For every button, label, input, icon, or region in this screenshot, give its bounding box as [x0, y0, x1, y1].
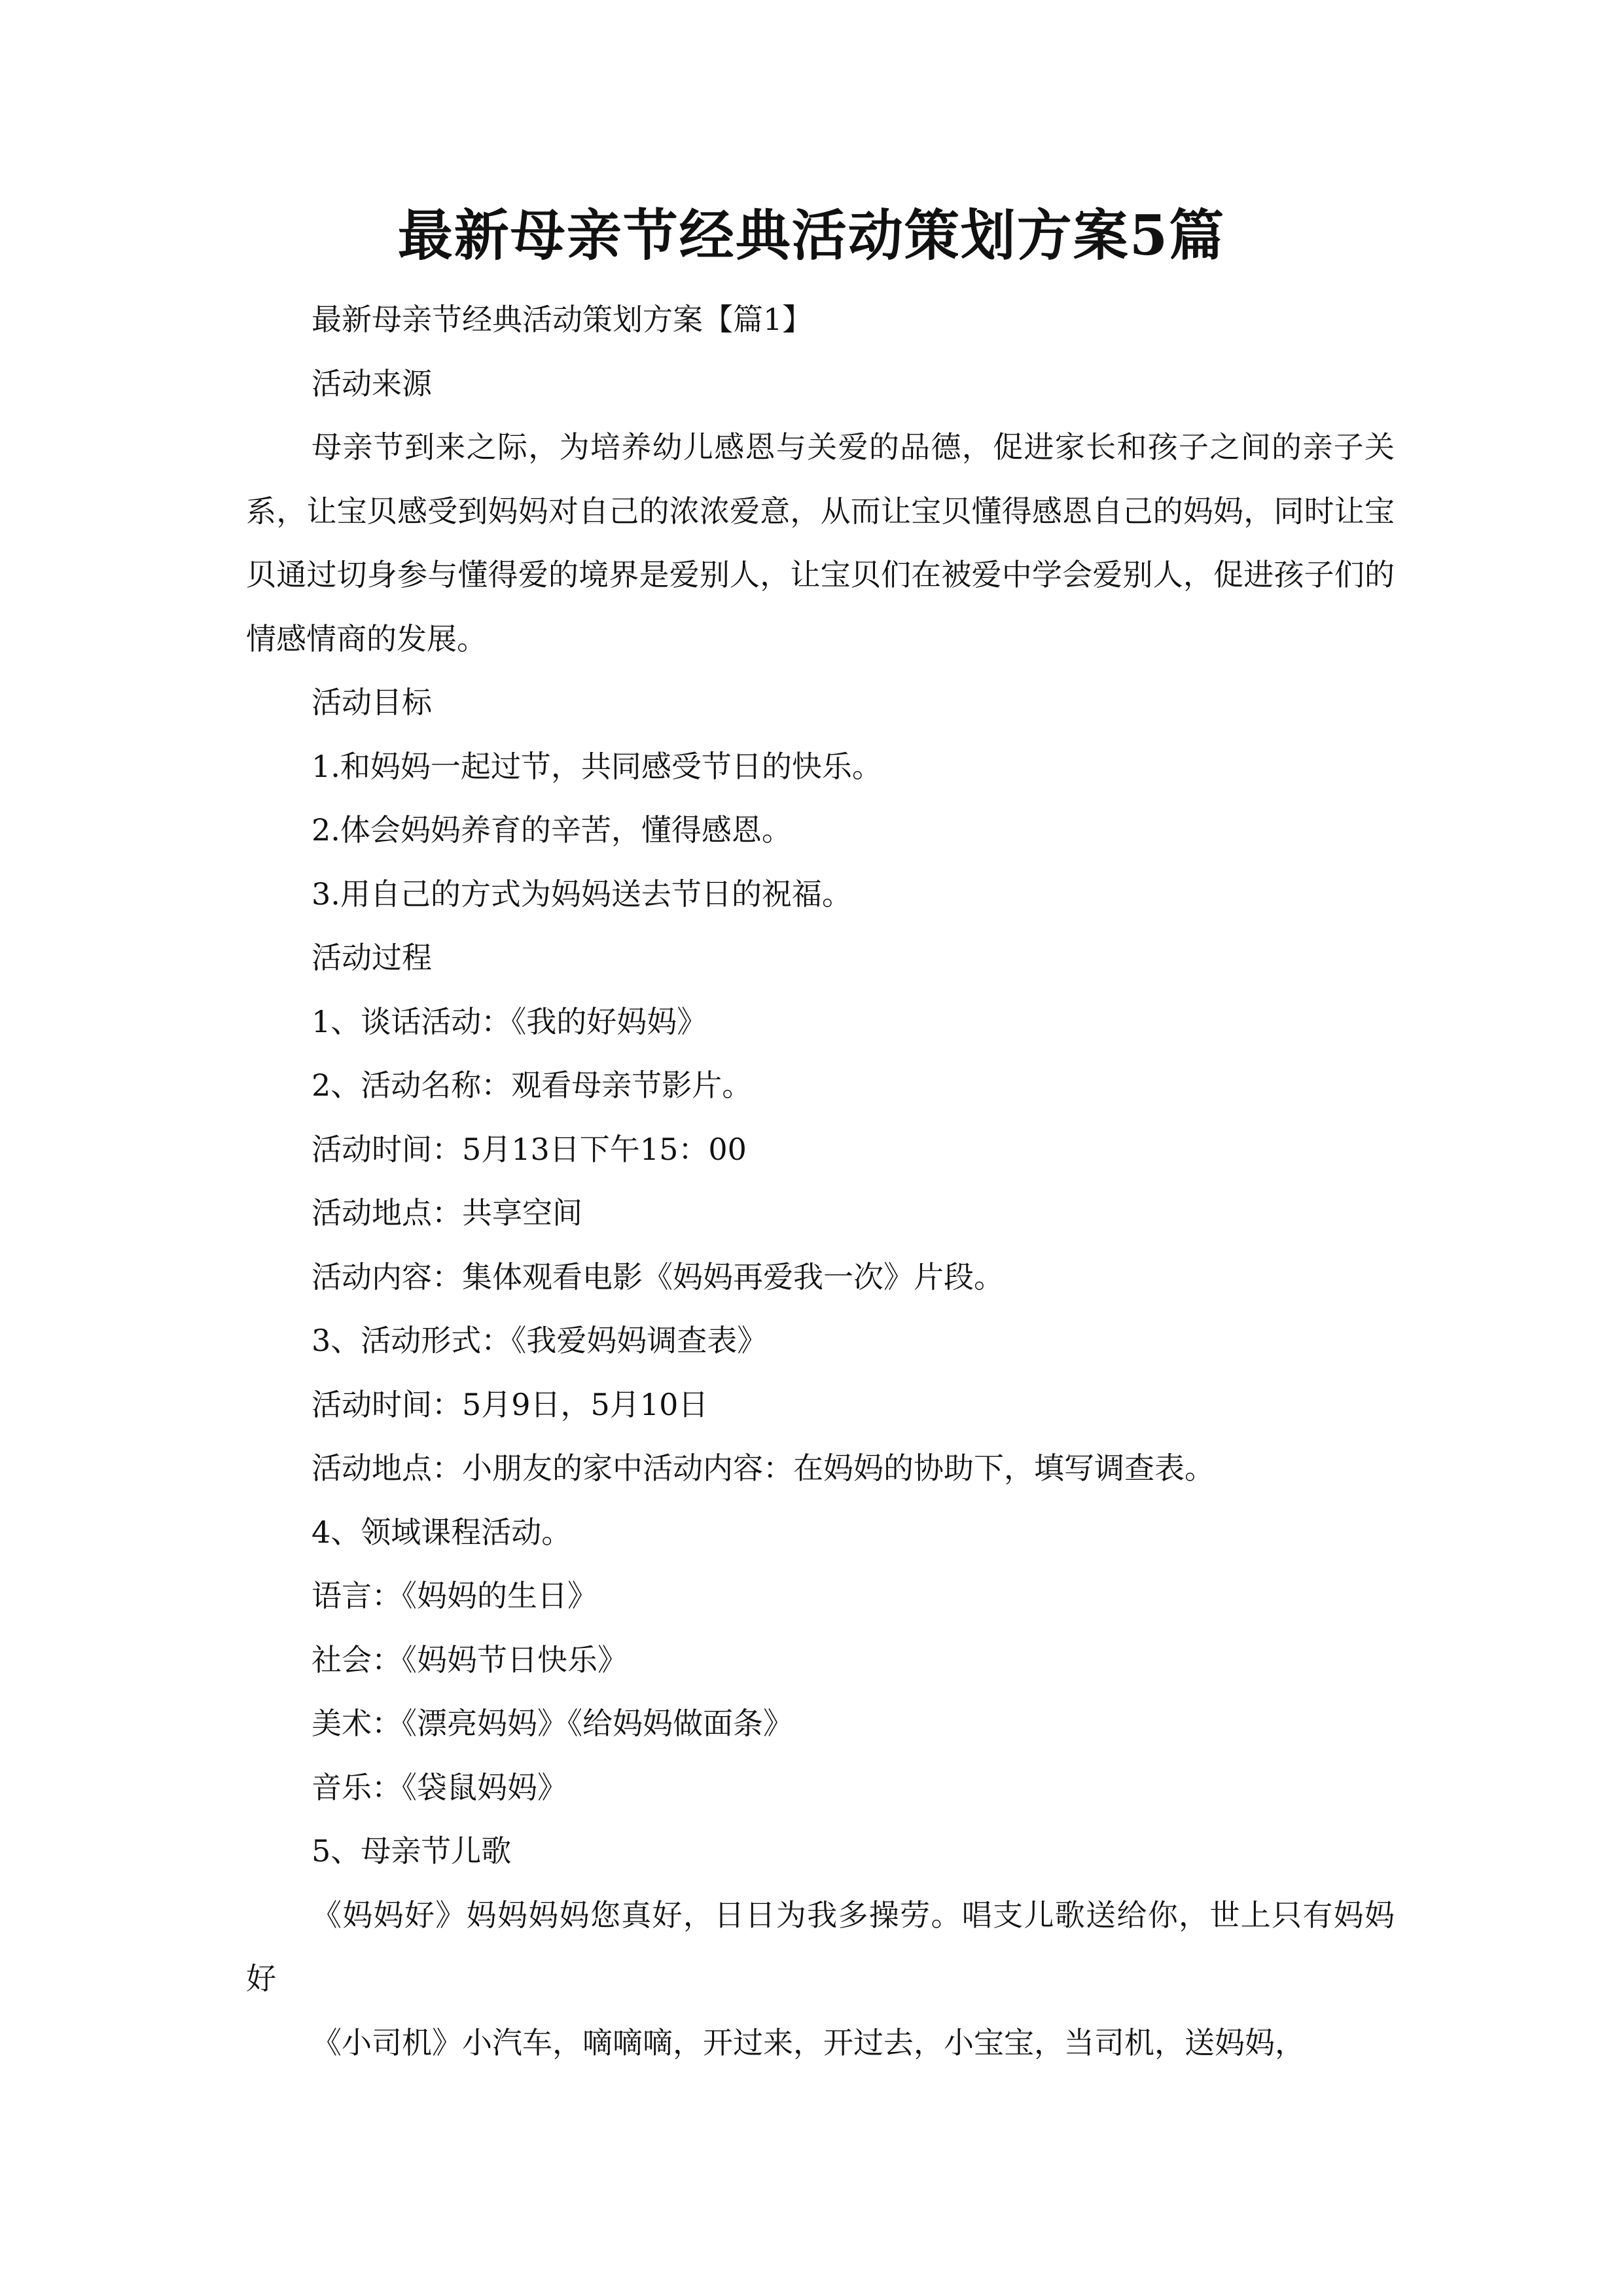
goal-item-2: 2.体会妈妈养育的辛苦，懂得感恩。: [312, 812, 792, 848]
subheading-activity-process: 活动过程: [312, 940, 432, 975]
subheading-activity-goals: 活动目标: [312, 685, 432, 720]
activity-time-2: 活动时间：5月9日，5月10日: [312, 1386, 709, 1422]
activity-content-1: 活动内容：集体观看电影《妈妈再爱我一次》片段。: [312, 1259, 1004, 1295]
course-music: 音乐：《袋鼠妈妈》: [312, 1769, 567, 1805]
process-item-5: 5、母亲节儿歌: [312, 1833, 512, 1869]
process-item-1: 1、谈话活动：《我的好妈妈》: [312, 1003, 707, 1039]
section-heading: 最新母亲节经典活动策划方案【篇1】: [312, 302, 813, 337]
goal-item-3: 3.用自己的方式为妈妈送去节日的祝福。: [312, 876, 852, 912]
activity-location-2: 活动地点：小朋友的家中活动内容：在妈妈的协助下，填写调查表。: [312, 1450, 1215, 1486]
course-society: 社会：《妈妈节日快乐》: [312, 1641, 628, 1677]
activity-time-1: 活动时间：5月13日下午15：00: [312, 1131, 747, 1167]
document-title: 最新母亲节经典活动策划方案5篇: [397, 203, 1226, 268]
process-item-3: 3、活动形式：《我爱妈妈调查表》: [312, 1323, 768, 1358]
course-art: 美术：《漂亮妈妈》《给妈妈做面条》: [312, 1706, 793, 1741]
subheading-activity-source: 活动来源: [312, 365, 432, 401]
activity-location-1: 活动地点：共享空间: [312, 1195, 582, 1230]
nursery-rhyme-xiao-siji: 《小司机》小汽车，嘀嘀嘀，开过来，开过去，小宝宝，当司机，送妈妈，: [312, 2024, 1305, 2060]
goal-item-1: 1.和妈妈一起过节，共同感受节日的快乐。: [312, 748, 882, 784]
nursery-rhyme-mama-hao: 《妈妈好》妈妈妈妈您真好，日日为我多操劳。唱支儿歌送给你，世上只有妈妈好: [246, 1897, 1395, 1996]
document-body: [246, 288, 1395, 2075]
course-language: 语言：《妈妈的生日》: [312, 1578, 597, 1613]
process-item-2: 2、活动名称：观看母亲节影片。: [312, 1067, 753, 1103]
process-item-4: 4、领域课程活动。: [312, 1514, 572, 1550]
paragraph-activity-source: 母亲节到来之际，为培养幼儿感恩与关爱的品德，促进家长和孩子之间的亲子关系，让宝贝感受到妈妈对自己的浓浓爱意，从而让宝贝懂得感恩自己的妈妈，同时让宝贝通过切身参与懂得爱的境界是爱别人，让宝贝们在被爱中学会爱别人，促进孩子们的情感情商的发展。: [246, 429, 1395, 656]
